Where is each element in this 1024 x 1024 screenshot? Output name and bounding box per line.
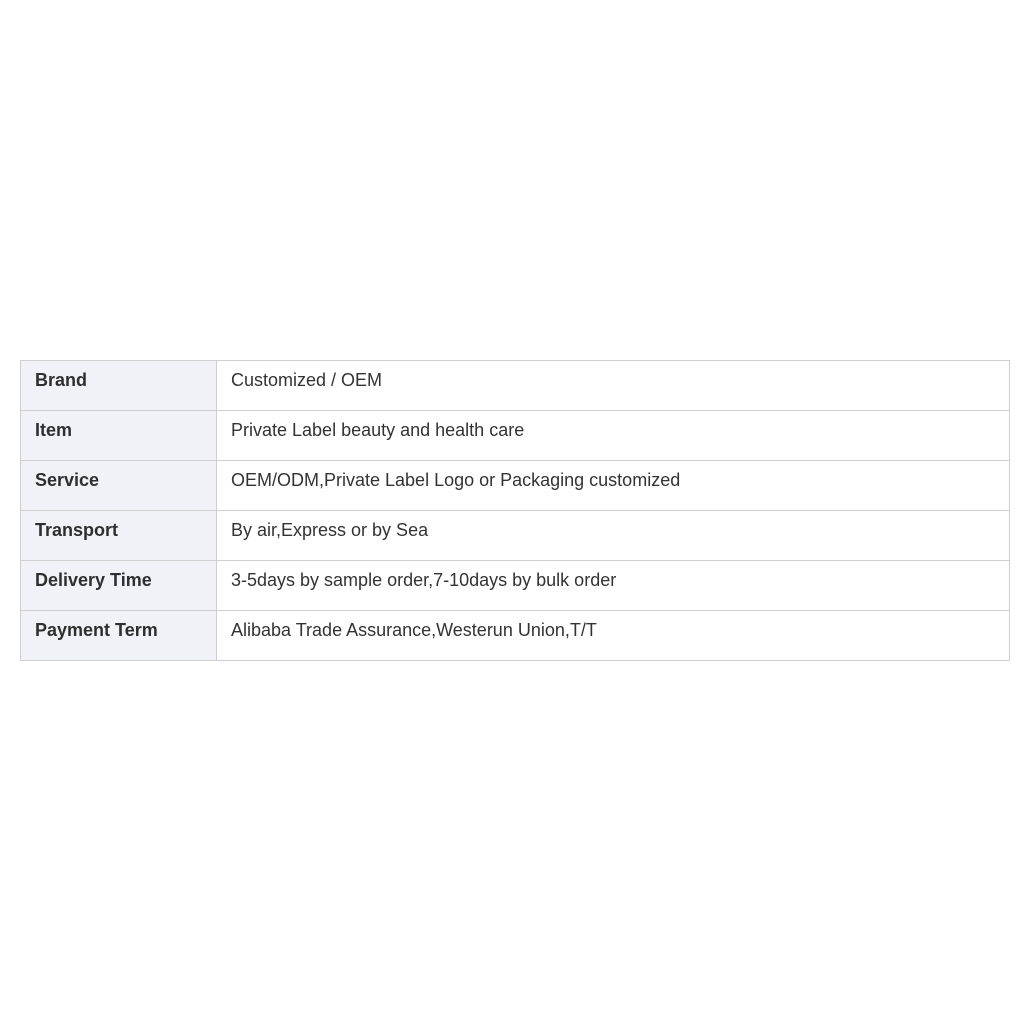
table-row <box>21 461 1010 511</box>
product-spec-table <box>20 360 1010 661</box>
row-value-transport: By air,Express or by Sea <box>217 511 1010 561</box>
table-row <box>21 511 1010 561</box>
table-row <box>21 611 1010 661</box>
row-label-service: Service <box>21 461 217 511</box>
row-value-item: Private Label beauty and health care <box>217 411 1010 461</box>
table-row <box>21 411 1010 461</box>
row-label-transport: Transport <box>21 511 217 561</box>
row-label-brand: Brand <box>21 361 217 411</box>
table-row <box>21 561 1010 611</box>
row-label-payment-term: Payment Term <box>21 611 217 661</box>
row-value-service: OEM/ODM,Private Label Logo or Packaging customized <box>217 461 1010 511</box>
row-label-delivery-time: Delivery Time <box>21 561 217 611</box>
row-value-brand: Customized / OEM <box>217 361 1010 411</box>
table-row <box>21 361 1010 411</box>
row-value-delivery-time: 3-5days by sample order,7-10days by bulk order <box>217 561 1010 611</box>
row-label-item: Item <box>21 411 217 461</box>
row-value-payment-term: Alibaba Trade Assurance,Westerun Union,T/T <box>217 611 1010 661</box>
